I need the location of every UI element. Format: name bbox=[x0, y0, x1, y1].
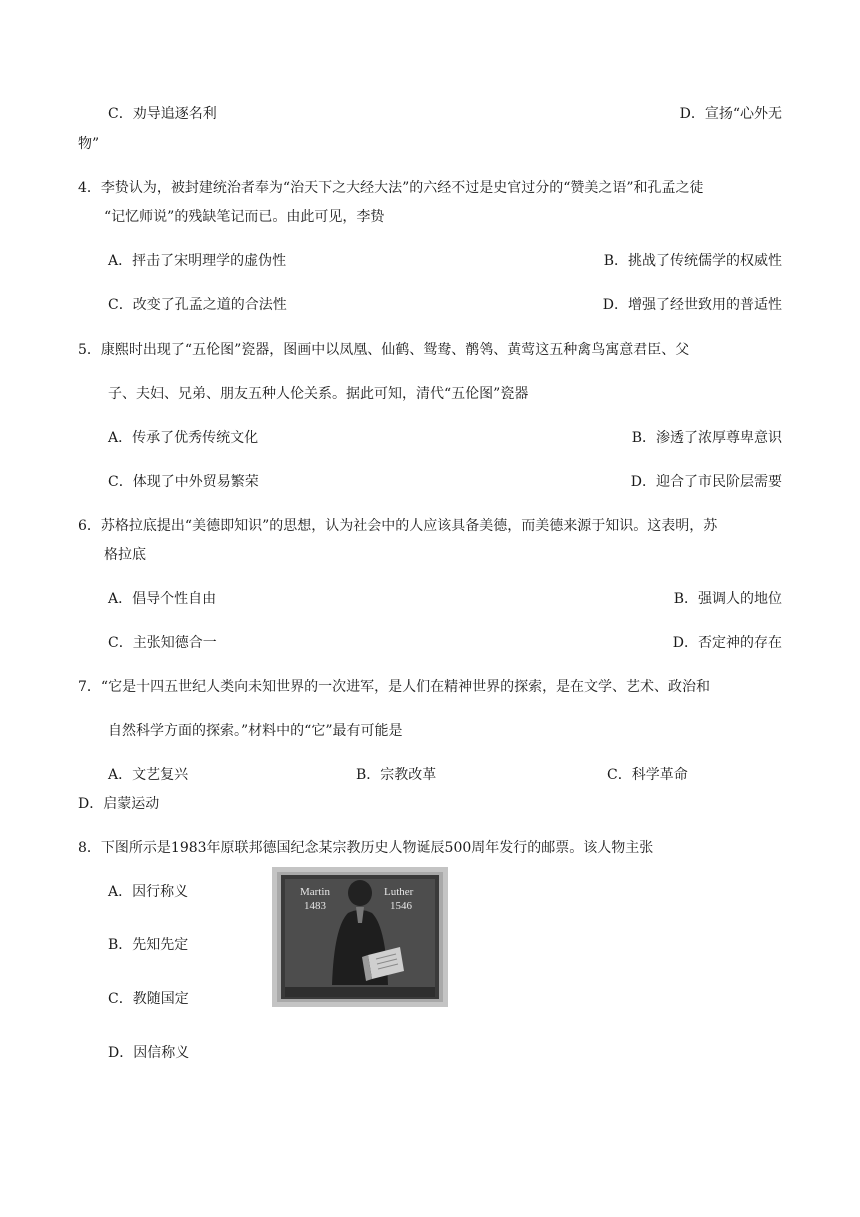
q6-stem-line1: 6．苏格拉底提出“美德即知识”的思想，认为社会中的人应该具备美德，而美德来源于知识。这表明，苏 bbox=[78, 518, 718, 534]
luther-stamp-image bbox=[272, 867, 448, 1007]
q4-option-b: B．挑战了传统儒学的权威性 bbox=[603, 253, 782, 269]
q4-option-a: A．抨击了宋明理学的虚伪性 bbox=[108, 253, 287, 269]
q6-option-b: B．强调人的地位 bbox=[673, 591, 782, 607]
q5-stem-line2: 子、夫妇、兄弟、朋友五种人伦关系。据此可知，清代“五伦图”瓷器 bbox=[108, 386, 529, 402]
q5-option-b: B．渗透了浓厚尊卑意识 bbox=[631, 430, 782, 446]
q8-option-b: B．先知先定 bbox=[108, 937, 189, 953]
q8-option-a: A．因行称义 bbox=[108, 884, 189, 900]
q7-stem-line1: 7．“它是十四五世纪人类向未知世界的一次进军，是人们在精神世界的探索，是在文学、艺术、政治和 bbox=[78, 679, 711, 695]
stamp-year-left: 1483 bbox=[304, 900, 326, 912]
q6-option-d: D．否定神的存在 bbox=[672, 635, 782, 651]
q5-option-c: C．体现了中外贸易繁荣 bbox=[108, 474, 259, 490]
q4-stem-line2: “记忆师说”的残缺笔记而已。由此可见，李贽 bbox=[104, 209, 385, 225]
q7-option-c: C．科学革命 bbox=[607, 767, 688, 783]
q7-option-b: B．宗教改革 bbox=[356, 767, 437, 783]
q5-option-a: A．传承了优秀传统文化 bbox=[108, 430, 259, 446]
q6-option-a: A．倡导个性自由 bbox=[108, 591, 217, 607]
q8-stem-line1: 8．下图所示是1983年原联邦德国纪念某宗教历史人物诞辰500周年发行的邮票。该人物主张 bbox=[78, 840, 654, 856]
q7-option-d: D．启蒙运动 bbox=[78, 796, 160, 812]
q4-option-d: D．增强了经世致用的普适性 bbox=[602, 297, 782, 313]
q3-option-c: C．劝导追逐名利 bbox=[108, 106, 217, 122]
q3-option-d: D．宣扬“心外无 bbox=[679, 106, 782, 122]
stamp-name-left: Martin bbox=[300, 886, 330, 898]
stamp-name-right: Luther bbox=[384, 886, 414, 898]
q4-stem-line1: 4．李贽认为，被封建统治者奉为“治天下之大经大法”的六经不过是史官过分的“赞美之语”和孔孟之徒 bbox=[78, 180, 704, 196]
stamp-year-right: 1546 bbox=[390, 900, 412, 912]
q5-option-d: D．迎合了市民阶层需要 bbox=[630, 474, 782, 490]
q8-option-d: D．因信称义 bbox=[108, 1045, 190, 1061]
q8-option-c: C．教随国定 bbox=[108, 991, 189, 1007]
q7-option-a: A．文艺复兴 bbox=[108, 767, 189, 783]
q6-stem-line2: 格拉底 bbox=[104, 547, 146, 563]
q5-stem-line1: 5．康熙时出现了“五伦图”瓷器，图画中以凤凰、仙鹤、鸳鸯、鹡鸰、黄莺这五种禽鸟寓意君臣、父 bbox=[78, 342, 690, 358]
q6-option-c: C．主张知德合一 bbox=[108, 635, 217, 651]
q4-option-c: C．改变了孔孟之道的合法性 bbox=[108, 297, 287, 313]
q3-option-d-wrap: 物” bbox=[78, 136, 100, 152]
q7-stem-line2: 自然科学方面的探索。”材料中的“它”最有可能是 bbox=[108, 723, 403, 739]
